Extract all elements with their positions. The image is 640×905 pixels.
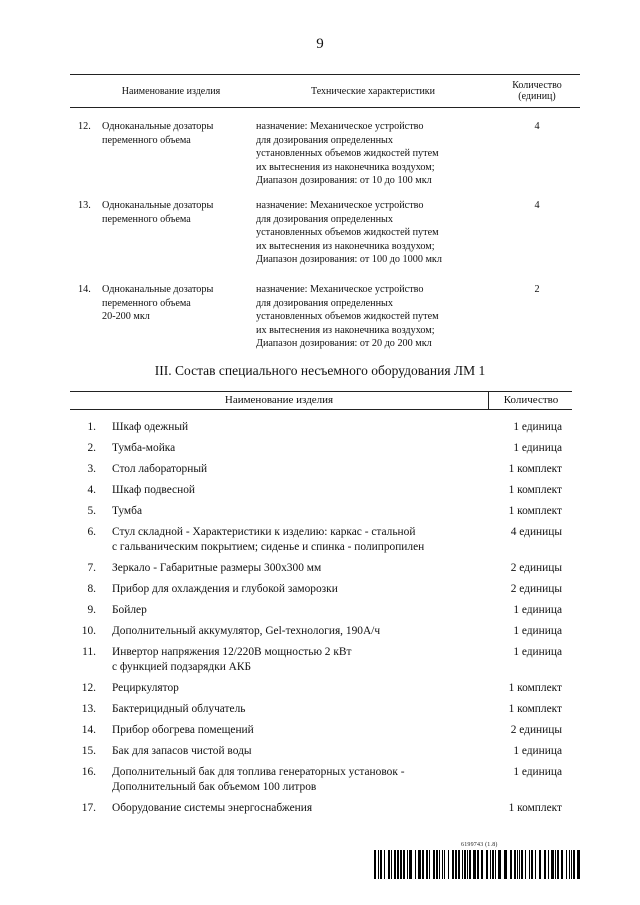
document-code: 6199743 (1.8) xyxy=(461,842,498,848)
row-number: 12. xyxy=(81,682,96,694)
barcode xyxy=(374,850,580,879)
barcode-bar xyxy=(467,850,468,879)
barcode-bar xyxy=(557,850,559,879)
item-name xyxy=(112,645,472,675)
item-name-line: Оборудование системы энергоснабжения xyxy=(112,802,313,814)
barcode-bar xyxy=(548,850,549,879)
barcode-bar xyxy=(462,850,463,879)
barcode-bar xyxy=(514,850,516,879)
item-quantity: 1 единица xyxy=(513,646,562,658)
table-header xyxy=(70,74,580,108)
item-specs xyxy=(256,283,496,351)
barcode-bar xyxy=(577,850,580,879)
item-name-line: Стол лабораторный xyxy=(112,463,208,475)
barcode-bar xyxy=(544,850,546,879)
item-quantity: 1 единица xyxy=(513,625,562,637)
item-name xyxy=(112,420,472,435)
row-number: 11. xyxy=(82,646,96,658)
item-quantity: 4 xyxy=(534,121,540,132)
barcode-bar xyxy=(436,850,438,879)
item-name-line: Шкаф одежный xyxy=(112,421,189,433)
item-specs xyxy=(256,120,496,188)
page-number: 9 xyxy=(316,36,324,52)
barcode-bar xyxy=(409,850,412,879)
barcode-bar xyxy=(498,850,501,879)
spec-line: Диапазон дозирования: от 100 до 1000 мкл xyxy=(256,254,442,265)
barcode-bar xyxy=(391,850,392,879)
barcode-bar xyxy=(490,850,491,879)
row-number: 13. xyxy=(78,200,91,211)
item-name xyxy=(112,483,472,498)
row-number: 10. xyxy=(81,625,96,637)
barcode-bar xyxy=(531,850,533,879)
row-number: 14. xyxy=(78,284,91,295)
barcode-bar xyxy=(433,850,435,879)
barcode-bar xyxy=(403,850,405,879)
row-number: 4. xyxy=(87,484,96,496)
item-quantity: 1 единица xyxy=(513,745,562,757)
item-name-line: Прибор для охлаждения и глубокой заморозки xyxy=(112,583,338,595)
item-name-line: с гальваническим покрытием; сиденье и спинка - полипропилен xyxy=(112,541,425,553)
spec-line: их вытеснения из наконечника воздухом; xyxy=(256,240,435,252)
item-quantity: 1 комплект xyxy=(508,484,562,496)
item-name-line: Тумба xyxy=(112,505,142,517)
item-name-line: Стул складной - Характеристики к изделию: каркас - стальной xyxy=(112,526,416,538)
item-quantity: 1 единица xyxy=(513,442,562,454)
barcode-bar xyxy=(473,850,476,879)
row-number: 9. xyxy=(87,604,96,616)
item-name-line: Инвертор напряжения 12/220В мощностью 2 кВт xyxy=(112,646,352,658)
item-quantity: 1 единица xyxy=(513,766,562,778)
row-number: 1. xyxy=(87,421,96,433)
barcode-bar xyxy=(535,850,536,879)
barcode-bar xyxy=(400,850,402,879)
row-number: 6. xyxy=(87,526,96,538)
column-header-quantity-line1: Количество xyxy=(512,80,562,91)
barcode-bar xyxy=(407,850,408,879)
item-name-line: Бактерицидный облучатель xyxy=(112,703,246,715)
barcode-bar xyxy=(388,850,390,879)
barcode-bar xyxy=(517,850,518,879)
item-quantity: 1 единица xyxy=(513,604,562,616)
item-specs xyxy=(256,199,496,267)
barcode-bar xyxy=(452,850,454,879)
row-number: 3. xyxy=(87,463,96,475)
row-number: 7. xyxy=(87,562,96,574)
barcode-bar xyxy=(492,850,494,879)
item-name: Одноканальные дозаторы переменного объема xyxy=(102,121,214,146)
column-header-specs: Технические характеристики xyxy=(310,85,436,97)
spec-line: установленных объемов жидкостей путем xyxy=(256,311,439,322)
row-number: 2. xyxy=(87,442,96,454)
barcode-bar xyxy=(444,850,445,879)
item-quantity: 1 комплект xyxy=(508,463,562,475)
barcode-bar xyxy=(477,850,479,879)
row-number: 14. xyxy=(81,724,96,736)
item-name xyxy=(112,765,472,795)
item-quantity: 1 комплект xyxy=(508,703,562,715)
spec-line: для дозирования определенных xyxy=(256,213,393,225)
spec-line: назначение: Механическое устройство xyxy=(256,200,424,211)
barcode-bar xyxy=(571,850,572,879)
barcode-bar xyxy=(555,850,556,879)
item-quantity: 2 единицы xyxy=(510,562,562,574)
item-name xyxy=(112,582,472,597)
section-title: III. Состав специального несъемного оборудования ЛМ 1 xyxy=(154,363,486,378)
item-name-line: Дополнительный бак для топлива генераторных установок - xyxy=(112,766,405,778)
barcode-bar xyxy=(519,850,520,879)
barcode-bar xyxy=(551,850,554,879)
row-number: 15. xyxy=(81,745,96,757)
item-name xyxy=(112,525,472,555)
row-number: 5. xyxy=(87,505,96,517)
barcode-bar xyxy=(486,850,488,879)
barcode-bar xyxy=(561,850,563,879)
item-quantity: 1 комплект xyxy=(508,802,562,814)
barcode-bar xyxy=(380,850,382,879)
item-name: Одноканальные дозаторы переменного объема 20-200 мкл xyxy=(102,284,214,322)
item-quantity: 2 единицы xyxy=(510,724,562,736)
barcode-bar xyxy=(510,850,512,879)
item-name: Одноканальные дозаторы переменного объема xyxy=(102,200,214,225)
item-name-line: Бак для запасов чистой воды xyxy=(112,745,252,757)
item-name xyxy=(112,441,472,456)
item-name xyxy=(112,723,472,738)
barcode-bar xyxy=(415,850,416,879)
item-name-line: с функцией подзарядки АКБ xyxy=(112,661,252,673)
row-number: 8. xyxy=(87,583,96,595)
barcode-bar xyxy=(504,850,507,879)
item-name xyxy=(112,462,472,477)
table-header xyxy=(70,391,572,410)
item-name xyxy=(112,561,472,576)
equipment-table-continued xyxy=(70,74,580,349)
barcode-bar xyxy=(495,850,496,879)
spec-line: для дозирования определенных xyxy=(256,134,393,146)
item-name xyxy=(112,624,472,639)
barcode-bar xyxy=(539,850,541,879)
barcode-bar xyxy=(394,850,396,879)
barcode-bar xyxy=(439,850,440,879)
item-name xyxy=(112,801,472,816)
spec-line: их вытеснения из наконечника воздухом; xyxy=(256,324,435,336)
column-header-quantity xyxy=(494,75,580,107)
item-name-line: Шкаф подвесной xyxy=(112,484,195,496)
barcode-bar xyxy=(481,850,483,879)
item-name xyxy=(112,603,472,618)
barcode-bar xyxy=(418,850,421,879)
barcode-bar xyxy=(422,850,424,879)
spec-line: установленных объемов жидкостей путем xyxy=(256,148,439,159)
spec-line: их вытеснения из наконечника воздухом; xyxy=(256,161,435,173)
spec-line: назначение: Механическое устройство xyxy=(256,121,424,132)
barcode-bar xyxy=(569,850,570,879)
column-header-quantity: Количество xyxy=(488,392,573,409)
item-name-line: Бойлер xyxy=(112,604,147,616)
item-name-line: Рециркулятор xyxy=(112,682,179,694)
barcode-bar xyxy=(384,850,385,879)
item-quantity: 2 xyxy=(534,284,540,295)
barcode-bar xyxy=(573,850,575,879)
row-number: 17. xyxy=(81,802,96,814)
barcode-bar xyxy=(521,850,523,879)
spec-line: назначение: Механическое устройство xyxy=(256,284,424,295)
barcode-bar xyxy=(464,850,466,879)
item-quantity: 1 комплект xyxy=(508,682,562,694)
barcode-bar xyxy=(374,850,376,879)
barcode-bar xyxy=(525,850,526,879)
spec-line: установленных объемов жидкостей путем xyxy=(256,227,439,238)
spec-line: для дозирования определенных xyxy=(256,297,393,309)
item-quantity: 2 единицы xyxy=(510,583,562,595)
spec-line: Диапазон дозирования: от 20 до 200 мкл xyxy=(256,338,432,349)
item-name xyxy=(112,702,472,717)
item-quantity: 1 единица xyxy=(513,421,562,433)
item-name-line: Дополнительный бак объемом 100 литров xyxy=(112,781,317,793)
row-number: 13. xyxy=(81,703,96,715)
barcode-bar xyxy=(426,850,428,879)
barcode-bar xyxy=(529,850,530,879)
item-name xyxy=(112,504,472,519)
barcode-bar xyxy=(378,850,379,879)
barcode-bar xyxy=(397,850,399,879)
barcode-bar xyxy=(469,850,471,879)
fixed-equipment-table xyxy=(70,391,572,814)
item-name-line: Зеркало - Габаритные размеры 300х300 мм xyxy=(112,562,322,574)
barcode-bar xyxy=(448,850,449,879)
row-number: 16. xyxy=(81,766,96,778)
item-quantity: 4 единицы xyxy=(510,526,562,538)
spec-line: Диапазон дозирования: от 10 до 100 мкл xyxy=(256,175,432,186)
barcode-bar xyxy=(566,850,567,879)
item-name-line: Прибор обогрева помещений xyxy=(112,724,254,736)
item-quantity: 1 комплект xyxy=(508,505,562,517)
column-header-name: Наименование изделия xyxy=(224,394,334,406)
barcode-bar xyxy=(429,850,430,879)
item-quantity: 4 xyxy=(534,200,540,211)
barcode-bar xyxy=(442,850,443,879)
item-name xyxy=(112,681,472,696)
barcode-bar xyxy=(455,850,457,879)
barcode-bar xyxy=(458,850,460,879)
column-header-name: Наименование изделия xyxy=(121,85,221,97)
row-number: 12. xyxy=(78,121,91,132)
column-header-quantity-line2: (единиц) xyxy=(518,91,556,102)
item-name xyxy=(112,744,472,759)
item-name-line: Дополнительный аккумулятор, Gel-технология, 190А/ч xyxy=(112,625,381,637)
item-name-line: Тумба-мойка xyxy=(112,442,176,454)
